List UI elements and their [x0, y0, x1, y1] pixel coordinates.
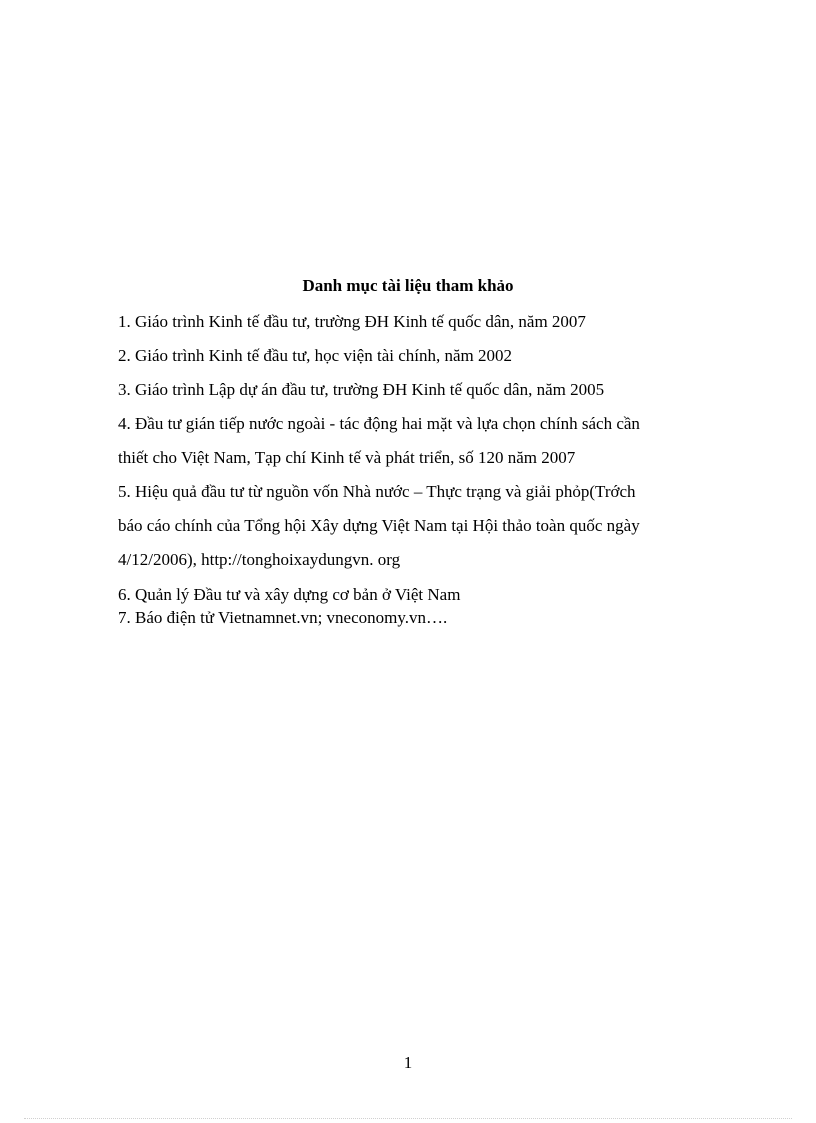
- reference-item-6: 6. Quản lý Đầu tư và xây dựng cơ bản ở Việt Nam: [118, 585, 461, 604]
- reference-item-4-line-2: thiết cho Việt Nam, Tạp chí Kinh tế và phát triển, số 120 năm 2007: [118, 448, 576, 467]
- page-title: Danh mục tài liệu tham khảo: [302, 276, 514, 295]
- reference-item-4-line-1: 4. Đầu tư gián tiếp nước ngoài - tác động hai mặt và lựa chọn chính sách cần: [118, 414, 640, 433]
- reference-item-5-line-1: 5. Hiệu quả đầu tư từ nguồn vốn Nhà nước – Thực trạng và giải phỏp(Trớch: [118, 482, 636, 501]
- reference-item-1: 1. Giáo trình Kinh tế đầu tư, trường ĐH Kinh tế quốc dân, năm 2007: [118, 312, 586, 331]
- reference-item-5-line-3: 4/12/2006), http://tonghoixaydungvn. org: [118, 550, 401, 569]
- reference-item-2: 2. Giáo trình Kinh tế đầu tư, học viện tài chính, năm 2002: [118, 346, 512, 365]
- reference-item-7: 7. Báo điện tử Vietnamnet.vn; vneconomy.vn….: [118, 608, 448, 627]
- page-number: 1: [403, 1053, 413, 1072]
- reference-item-3: 3. Giáo trình Lập dự án đầu tư, trường ĐH Kinh tế quốc dân, năm 2005: [118, 380, 605, 399]
- page-bottom-rule: [24, 1118, 792, 1119]
- reference-item-5-line-2: báo cáo chính của Tổng hội Xây dựng Việt Nam tại Hội thảo toàn quốc ngày: [118, 516, 640, 535]
